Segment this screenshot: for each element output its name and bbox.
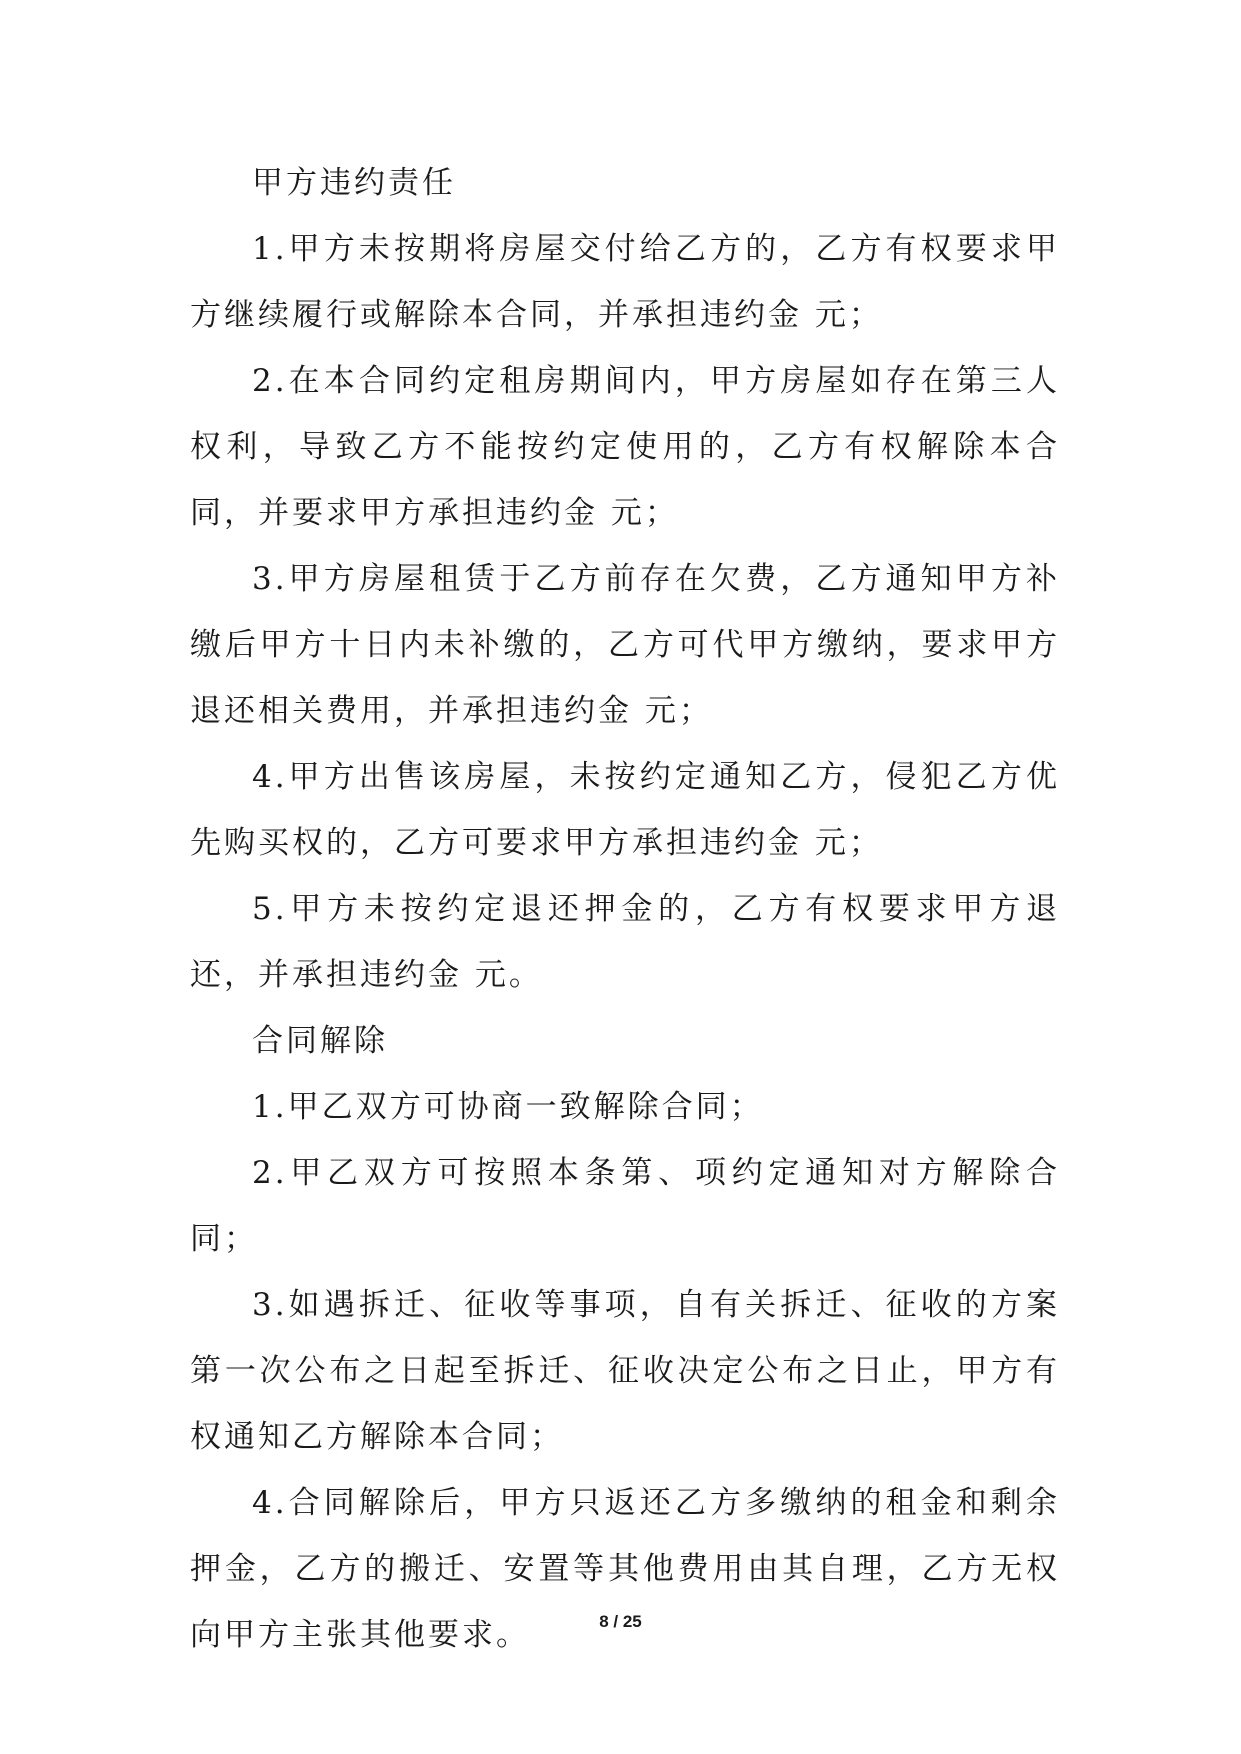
paragraph: 2.在本合同约定租房期间内，甲方房屋如存在第三人权利，导致乙方不能按约定使用的，乙方有权解除本合同，并要求甲方承担违约金 元； [190,363,1060,531]
document-body [190,150,1060,1668]
paragraph: 5.甲方未按约定退还押金的，乙方有权要求甲方退还，并承担违约金 元。 [190,891,1060,993]
section-heading-breach-liability: 甲方违约责任 [252,165,456,201]
section-heading-termination: 合同解除 [252,1023,388,1059]
paragraph: 1.甲方未按期将房屋交付给乙方的，乙方有权要求甲方继续履行或解除本合同，并承担违约金 元； [190,231,1060,333]
paragraph: 2.甲乙双方可按照本条第、项约定通知对方解除合同； [190,1155,1060,1257]
page-number: 8 / 25 [599,1612,642,1631]
paragraph: 3.如遇拆迁、征收等事项，自有关拆迁、征收的方案第一次公布之日起至拆迁、征收决定公布之日止，甲方有权通知乙方解除本合同； [190,1287,1060,1455]
paragraph: 4.甲方出售该房屋，未按约定通知乙方，侵犯乙方优先购买权的，乙方可要求甲方承担违约金 元； [190,759,1060,861]
paragraph: 1.甲乙双方可协商一致解除合同； [252,1089,764,1125]
paragraph: 3.甲方房屋租赁于乙方前存在欠费，乙方通知甲方补缴后甲方十日内未补缴的，乙方可代甲方缴纳，要求甲方退还相关费用，并承担违约金 元； [190,561,1060,729]
paragraph: 4.合同解除后，甲方只返还乙方多缴纳的租金和剩余押金，乙方的搬迁、安置等其他费用由其自理，乙方无权向甲方主张其他要求。 [190,1485,1060,1653]
